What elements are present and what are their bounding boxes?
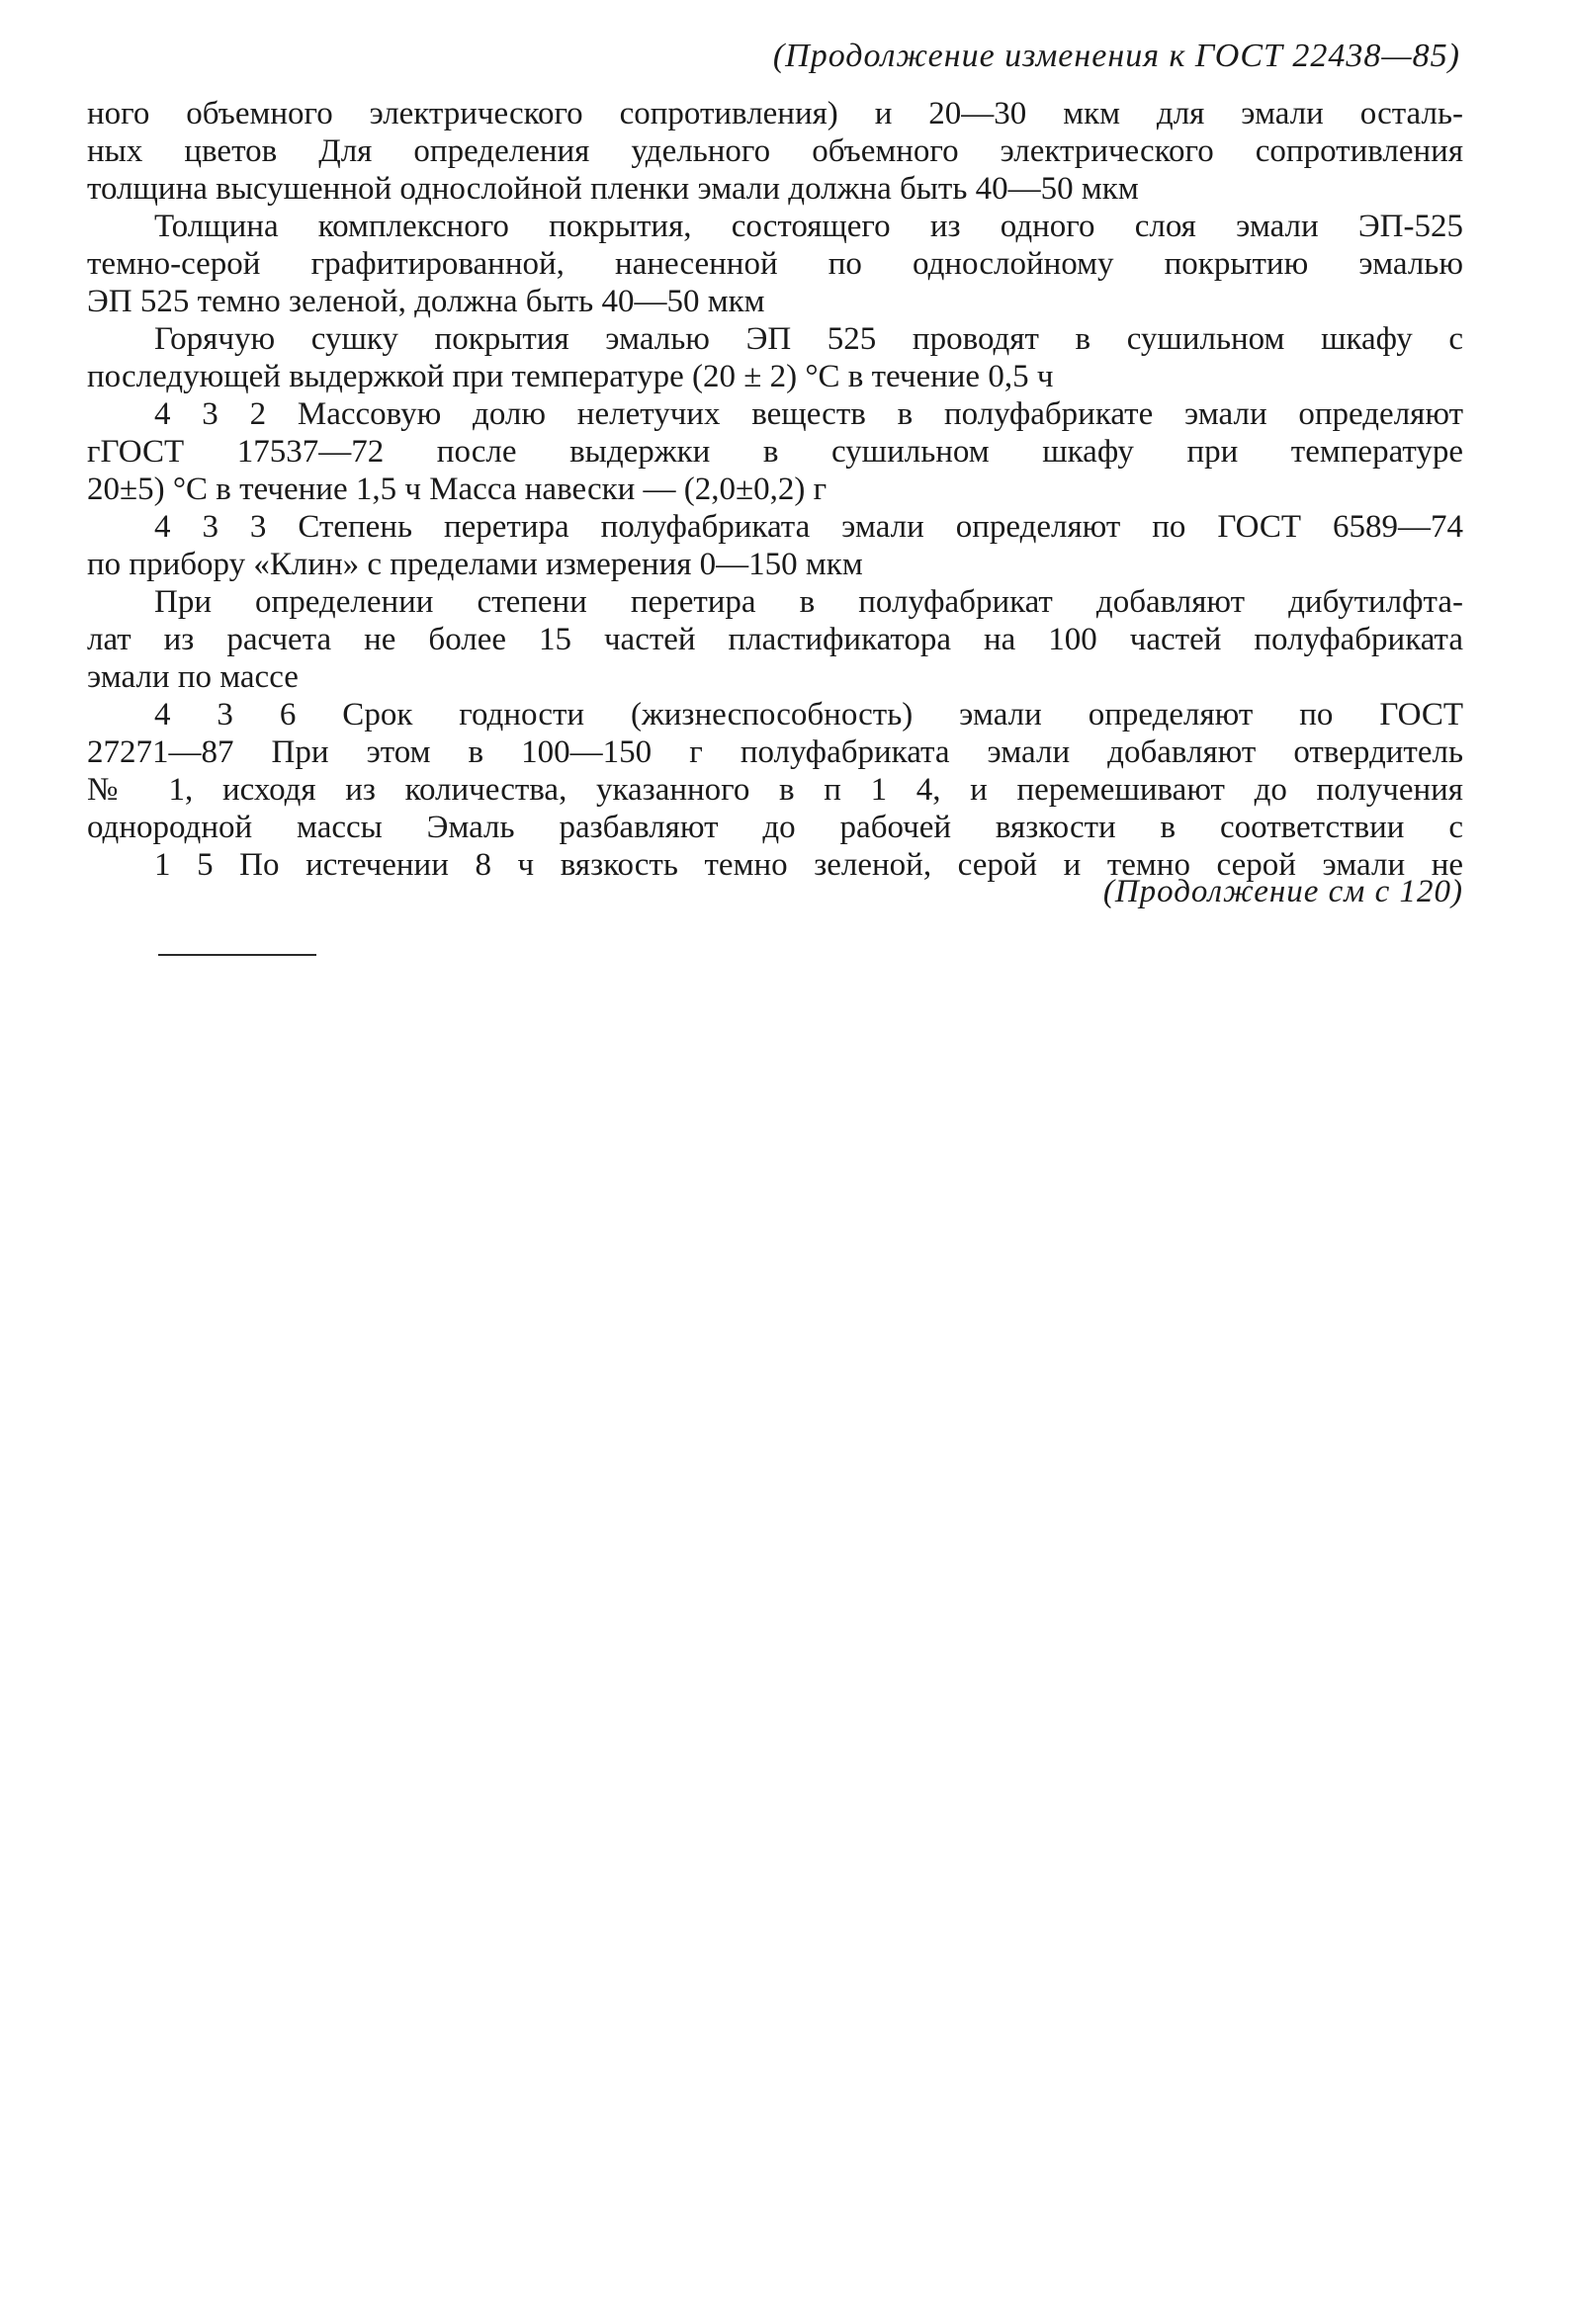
- text-line-3: толщина высушенной однослойной пленки эмали должна быть 40—50 мкм: [87, 171, 1139, 207]
- continuation-note: (Продолжение см с 120): [1102, 874, 1463, 909]
- text-line-21: 1 5 По истечении 8 ч вязкость темно зеленой, серой и темно серой эмали не: [154, 847, 1463, 883]
- text-line-15: лат из расчета не более 15 частей пластификатора на 100 частей полуфабриката: [87, 622, 1463, 657]
- running-head: (Продолжение изменения к ГОСТ 22438—85): [772, 38, 1460, 74]
- text-line-9: 4 3 2 Массовую долю нелетучих веществ в полуфабрикате эмали определяют: [154, 396, 1463, 432]
- text-line-2: ных цветов Для определения удельного объемного электрического сопротивления: [87, 133, 1463, 169]
- text-line-14: При определении степени перетира в полуфабрикат добавляют дибутилфта-: [154, 584, 1463, 620]
- text-line-8: последующей выдержкой при температуре (20 ± 2) °С в течение 0,5 ч: [87, 359, 1054, 394]
- text-line-11: 20±5) °С в течение 1,5 ч Масса навески — (2,0±0,2) г: [87, 472, 828, 507]
- text-line-4: Толщина комплексного покрытия, состоящего из одного слоя эмали ЭП-525: [154, 209, 1463, 244]
- footnote-divider: [158, 954, 316, 956]
- text-line-7: Горячую сушку покрытия эмалью ЭП 525 проводят в сушильном шкафу с: [154, 321, 1463, 357]
- text-line-1: ного объемного электрического сопротивления) и 20—30 мкм для эмали осталь-: [87, 96, 1463, 131]
- text-line-19: № 1, исходя из количества, указанного в п 1 4, и перемешивают до получения: [87, 772, 1463, 808]
- text-line-5: темно-серой графитированной, нанесенной по однослойному покрытию эмалью: [87, 246, 1463, 282]
- text-line-18: 27271—87 При этом в 100—150 г полуфабриката эмали добавляют отвердитель: [87, 734, 1463, 770]
- text-line-12: 4 3 3 Степень перетира полуфабриката эмали определяют по ГОСТ 6589—74: [154, 509, 1463, 545]
- text-line-17: 4 3 6 Срок годности (жизнеспособность) эмали определяют по ГОСТ: [154, 697, 1463, 732]
- body-text: [87, 95, 1463, 884]
- text-line-6: ЭП 525 темно зеленой, должна быть 40—50 мкм: [87, 284, 765, 319]
- text-line-20: однородной массы Эмаль разбавляют до рабочей вязкости в соответствии с: [87, 810, 1463, 845]
- text-line-10: гГОСТ 17537—72 после выдержки в сушильном шкафу при температуре: [87, 434, 1463, 470]
- text-line-13: по прибору «Клин» с пределами измерения 0—150 мкм: [87, 547, 863, 582]
- text-line-16: эмали по массе: [87, 659, 299, 695]
